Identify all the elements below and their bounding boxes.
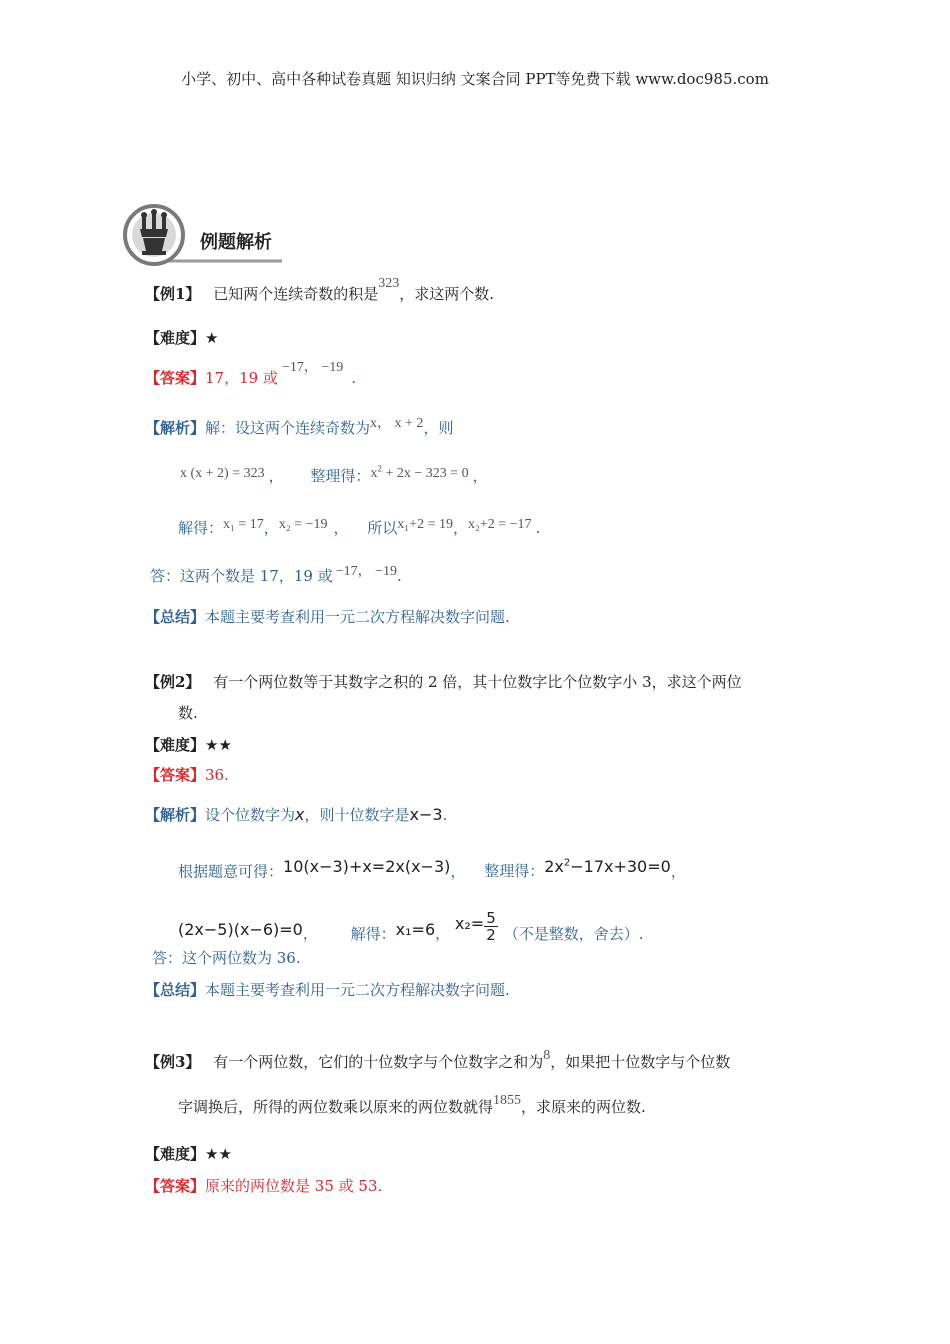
ex2-root2-note: （不是整数，舍去）. [503,924,644,943]
ex3-answer-text: 原来的两位数是 35 或 53. [205,1177,383,1195]
ex2-eq3-sep: ， [302,924,318,943]
ex1-question-number: 323 [378,276,400,291]
ex3-difficulty-stars: ★★ [205,1145,232,1163]
ex1-eq2-a: x [370,465,378,481]
ex1-eq1: x (x + 2) = 323 [180,465,265,481]
ex1-difficulty [145,328,218,348]
ex1-answer-text: 17，19 或 [205,369,278,387]
ex2-simplify-label: 整理得： [484,862,545,881]
ex3-question-text1b: ，如果把十位数字与个位数 [550,1053,731,1071]
ex3-question-text2b: ，求原来的两位数. [521,1098,646,1116]
ex1-eq2-sup: 2 [377,463,382,473]
ex2-question-text1: 有一个两位数等于其数字之积的 2 倍，其十位数字比个位数字小 3，求这个两位 [213,673,742,691]
ex2-solution-tag: 【解析】 [145,806,206,824]
section-title: 例题解析 [200,232,272,253]
ex2-solution [145,805,447,825]
ex3-answer [145,1176,382,1196]
ex2-solution-text-b: ，则十位数字是 [304,806,410,824]
ex3-question-line1 [145,1048,731,1074]
ex1-answer-tag: 【答案】 [145,369,206,387]
ex2-eq2-b: −17x+30=0 [570,857,671,877]
ex2-eq3: (2x−5)(x−6)=0 [178,919,303,939]
ex1-eq2-end: ， [472,466,488,485]
ex1-solve-label: 解得： [178,519,224,537]
ex1-difficulty-stars: ★ [205,329,219,347]
ex1-root4: x₂+2 = −17 [467,517,532,532]
ex3-question-text1a: 有一个两位数，它们的十位数字与个位数字之和为 [213,1053,544,1071]
ex2-summary-tag: 【总结】 [145,981,206,999]
ex1-final-math: −17， −19 [335,564,398,579]
ex1-roots-row [178,518,540,540]
ex2-final: 答：这个两位数为 36. [152,949,301,967]
ex1-summary-tag: 【总结】 [145,608,206,626]
ex1-question-text-a: 已知两个连续奇数的积是 [213,285,379,303]
ex2-difficulty-tag: 【难度】 [145,736,206,754]
ex2-root1-sep: ， [435,924,451,943]
ex3-question-line2 [178,1093,646,1119]
ex1-root3: x₁+2 = 19 [397,517,453,532]
ex2-answer-text: 36. [205,766,229,784]
ex1-question [145,276,495,306]
ex2-eq1-sep: ， [450,862,466,881]
ex2-by-label: 根据题意可得： [178,862,284,881]
ex1-summary [145,607,510,627]
ex1-root1: x₁ = 17 [223,517,264,532]
ex1-root4-end: . [535,519,541,537]
ex2-root2-numerator: 5 [486,909,496,927]
ex2-difficulty [145,735,232,755]
ex1-tag: 【例1】 [145,285,201,303]
ex2-eq2-a: 2x [544,857,564,877]
ex2-answer-tag: 【答案】 [145,766,206,784]
ex1-final-text: 答：这两个数是 17，19 或 [150,567,333,585]
ex3-tag: 【例3】 [145,1053,201,1071]
ex1-root1-sep: ， [263,519,279,537]
ex2-solve-label: 解得： [350,924,396,943]
ex1-eq1-sep: ， [268,466,284,485]
ex2-difficulty-stars: ★★ [205,736,232,754]
ex2-root2-fraction [484,910,498,943]
ex3-question-num1: 8 [543,1048,551,1063]
ex2-root2-lhs: x₂= [454,913,485,933]
ex1-root2: x₂ = −19 [278,517,328,532]
ex2-eq2-end: ， [670,862,686,881]
ex3-question-num2: 1855 [493,1093,522,1108]
ex1-summary-text: 本题主要考查利用一元二次方程解决数字问题. [205,608,510,626]
ex2-question-line2: 数. [178,704,198,722]
page-header: 小学、初中、高中各种试卷真题 知识归纳 文案合同 PPT等免费下载 www.doc985.com [181,70,769,88]
ex2-solution-end: . [442,806,448,824]
ex1-solution-text-a: 解：设这两个连续奇数为 [205,419,371,437]
ex2-summary-text: 本题主要考查利用一元二次方程解决数字问题. [205,981,510,999]
ex1-root2-sep: ， [333,519,349,537]
ex2-summary [145,980,510,1000]
ex3-question-text2a: 字调换后，所得的两位数乘以原来的两位数就得 [178,1098,494,1116]
ex1-so-label: 所以 [367,519,398,537]
ex1-solution-math: x， x + 2 [370,416,424,431]
ex2-solution-text-a: 设个位数字为 [205,806,296,824]
ex2-solution-expr: x−3 [409,805,443,824]
ex3-answer-tag: 【答案】 [145,1177,206,1195]
ex1-solution-text-b: ，则 [423,419,454,437]
ex1-root3-sep: ， [452,519,468,537]
ex2-eq2-sup: 2 [563,858,571,869]
ex3-difficulty [145,1144,232,1164]
ex1-question-text-b: ，求这两个数. [399,285,495,303]
ex1-eq2-b: + 2x − 323 = 0 [381,465,469,481]
ex2-answer [145,765,229,785]
ex1-solution [145,418,453,440]
ex2-question-line1 [145,672,742,692]
ex1-final-end: . [397,567,402,585]
ex1-answer-math: −17， −19 [281,360,344,375]
ex1-answer-end: . [351,369,357,387]
ex2-eq1: 10(x−3)+x=2x(x−3) [283,857,451,877]
ex1-equation-row [180,462,488,488]
ex2-root1: x₁=6 [395,919,436,939]
ex2-tag: 【例2】 [145,673,201,691]
ex2-root2-denominator: 2 [486,926,496,944]
ex3-difficulty-tag: 【难度】 [145,1145,206,1163]
ex1-difficulty-tag: 【难度】 [145,329,206,347]
ex1-solution-tag: 【解析】 [145,419,206,437]
ex2-roots-row [178,909,644,951]
ex2-solution-x: x [295,805,305,824]
ex1-simplify-label: 整理得： [310,466,371,485]
ex2-equation-row [178,858,686,881]
ex1-final [150,566,402,588]
ex1-answer [145,360,357,390]
